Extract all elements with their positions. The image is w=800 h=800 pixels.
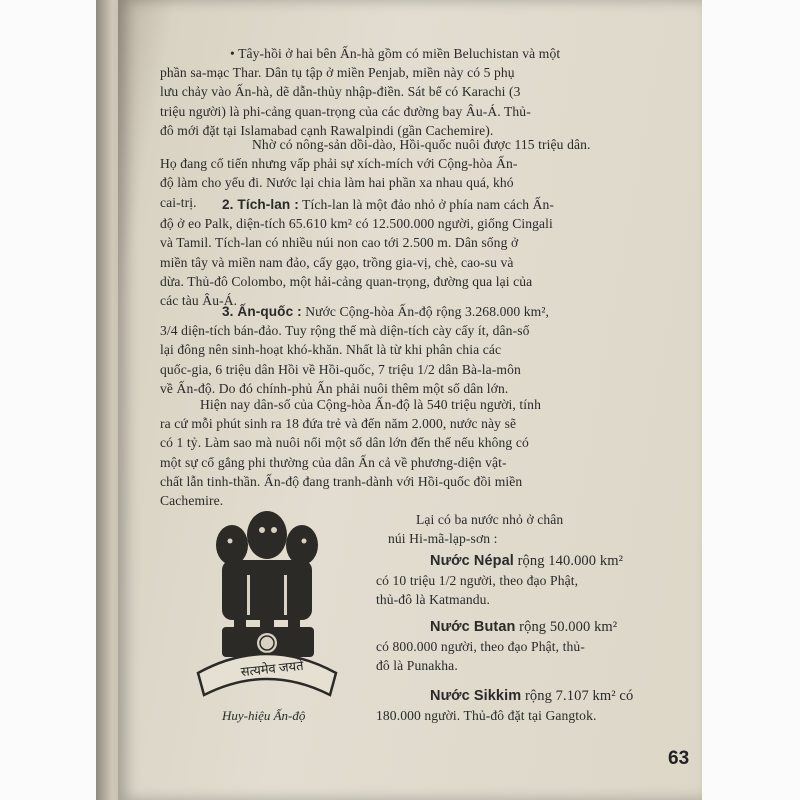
text-line: thủ-đô là Katmandu.	[376, 592, 491, 608]
text-line: Tích-lan là một đảo nhỏ ở phía nam cách Ấn-	[298, 197, 555, 212]
paragraph-himalaya-countries	[388, 510, 678, 548]
text-line: có 800.000 người, theo đạo Phật, thủ-	[376, 639, 585, 655]
text-line: Nước Cộng-hòa Ấn-độ rộng 3.268.000 km²,	[301, 304, 550, 319]
text-line: chất lẫn tinh-thần. Ấn-độ đang tranh-dành với Hồi-quốc đồi miền	[160, 473, 523, 489]
text-line: Lại có ba nước nhỏ ở chân	[416, 512, 564, 527]
text-line: Họ đang cố tiến nhưng vấp phải sự xích-mích với Cộng-hòa Ấn-	[160, 156, 518, 172]
text-line: rộng 50.000 km²	[515, 619, 618, 635]
paragraph-india-population	[160, 395, 675, 510]
text-line: đô mới đặt tại Islamabad cạnh Rawalpindi (gần Cachemire).	[160, 122, 494, 138]
text-line: • Tây-hồi ở hai bên Ấn-hà gồm có miền Beluchistan và một	[230, 46, 561, 61]
section-ceylon	[160, 195, 675, 310]
text-line: ra cứ mỗi phút sinh ra 18 đứa trẻ và đến năm 2.000, nước này sẽ	[160, 416, 517, 432]
text-line: dừa. Thủ-đô Colombo, một hải-cảng quan-trọng, đường qua lại của	[160, 273, 533, 289]
text-line: triệu người) là phi-cảng quan-trọng của các đường bay Âu-Á. Thủ-	[160, 103, 531, 119]
text-line: rộng 140.000 km²	[513, 553, 624, 569]
text-line: núi Hi-mã-lạp-sơn :	[388, 531, 498, 547]
text-line: có 10 triệu 1/2 người, theo đạo Phật,	[376, 573, 579, 589]
section-heading-ceylon: 2. Tích-lan :	[222, 197, 299, 212]
heading-butan: Nước Butan	[430, 619, 516, 635]
text-line: Hiện nay dân-số của Cộng-hòa Ấn-độ là 540 triệu người, tính	[200, 397, 541, 412]
paragraph-west-pakistan	[160, 44, 675, 140]
text-line: miền tây và miền nam đảo, cấy gạo, trồng gia-vị, chè, cao-su và	[160, 254, 514, 270]
text-line: có 1 tỷ. Làm sao mà nuôi nổi một số dân lớn đến thế nếu không có	[160, 435, 529, 451]
entry-butan	[376, 618, 678, 676]
text-line: Cachemire.	[160, 493, 224, 509]
text-line: và Tamil. Tích-lan có nhiều núi non cao tới 2.500 m. Dân sống ở	[160, 235, 519, 251]
emblem-caption: Huy-hiệu Ấn-độ	[222, 708, 306, 723]
text-line: độ ở eo Palk, diện-tích 65.610 km² có 12.500.000 người, giống Cingali	[160, 216, 553, 232]
text-line: 3/4 diện-tích bán-đảo. Tuy rộng thế mà diện-tích cày cấy ít, dân-số	[160, 323, 530, 339]
text-line: một sự cố gắng phi thường của dân Ấn cả về phương-diện vật-	[160, 454, 507, 470]
text-line: về Ấn-độ. Do đó chính-phủ Ấn phải nuôi thêm một số dân lớn.	[160, 380, 509, 396]
text-line: phần sa-mạc Thar. Dân tụ tập ở miền Penjab, miền này có 5 phụ	[160, 65, 515, 81]
text-line: 180.000 người. Thủ-đô đặt tại Gangtok.	[376, 708, 597, 724]
text-line: Nhờ có nông-sản dồi-dào, Hồi-quốc nuôi được 115 triệu dân.	[252, 137, 591, 152]
heading-sikkim: Nước Sikkim	[430, 688, 522, 704]
text-line: đô là Punakha.	[376, 658, 458, 674]
entry-sikkim	[376, 687, 678, 725]
text-line: lại đông nên sinh-hoạt khó-khăn. Nhất là từ khi phân chia các	[160, 342, 502, 358]
text-line: lưu chảy vào Ấn-hà, dẽ dẫn-thủy nhập-điền. Sát bể có Karachi (3	[160, 84, 521, 100]
entry-nepal	[376, 552, 678, 610]
section-india	[160, 302, 675, 398]
page-number: 63	[668, 748, 690, 769]
text-line: các tàu Âu-Á.	[160, 293, 238, 309]
text-line: độ làm cho yếu đi. Nước lại chia làm hai phần xa nhau quá, khó	[160, 175, 514, 191]
text-line: quốc-gia, 6 triệu dân Hồi về Hồi-quốc, 7 triệu 1/2 dân Bà-la-môn	[160, 361, 521, 377]
text-line: rộng 7.107 km² có	[521, 688, 634, 704]
section-heading-india: 3. Ấn-quốc :	[222, 304, 302, 319]
text-line: cai-trị.	[160, 194, 197, 210]
emblem-motto: सत्यमेव जयते	[239, 657, 305, 680]
heading-nepal: Nước Népal	[430, 553, 514, 569]
